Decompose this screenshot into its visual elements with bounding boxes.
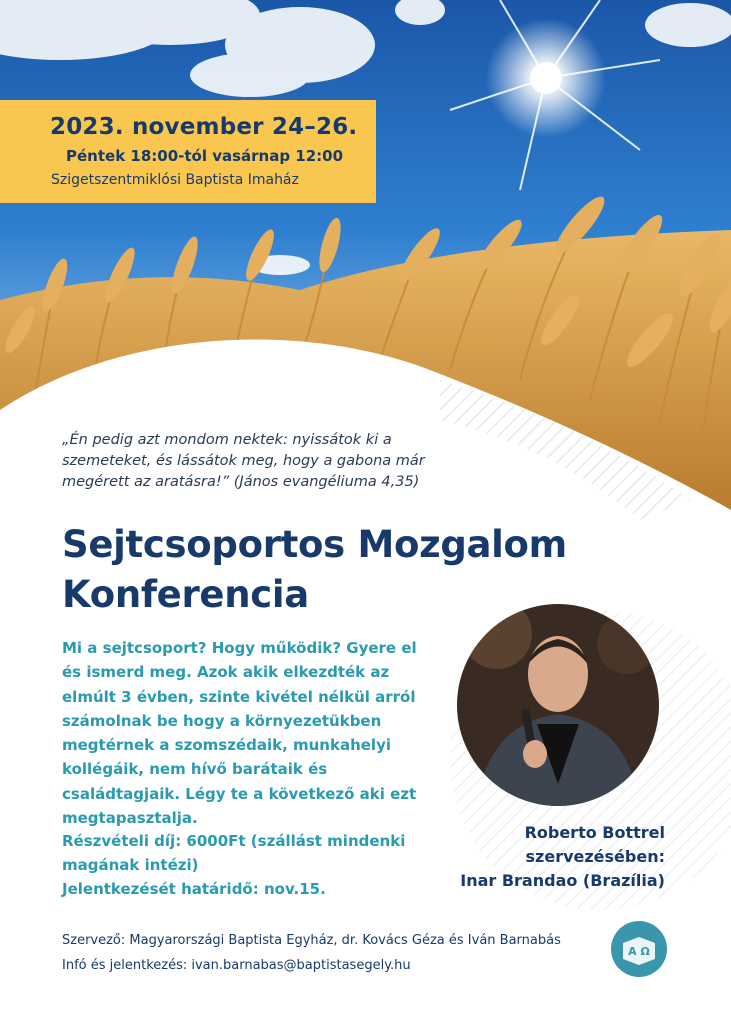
speaker-line-3: Inar Brandao (Brazília) [460,871,665,890]
title-line-2: Konferencia [62,573,309,616]
deadline-line: Jelentkezését határidő: nov.15. [62,880,326,898]
fee-line-2: magának intézi) [62,856,199,874]
event-time: Péntek 18:00-tól vasárnap 12:00 [66,147,344,165]
event-description: Mi a sejtcsoport? Hogy működik? Gyere el és ismerd meg. Azok akik elkezdték az elmúlt 3 évben, szinte kivétel nélkül arról számolnak be hogy a környezetükben megtérnek a szomszédaik, munkahelyi kollégáik, nem hívő barátaik és családtagjaik. Légy te a következő aki ezt megtapasztalja. [62,639,417,828]
organizer-text: Szervező: Magyarországi Baptista Egyház, dr. Kovács Géza és Iván Barnabás [62,933,561,948]
event-info-box [0,100,376,203]
bible-quote: „Én pedig azt mondom nektek: nyissátok ki a szemeteket, és lássátok meg, hogy a gabona már megérett az aratásra!” (János evangéliuma 4,35) [62,432,425,490]
logo-text: A Ω [628,945,650,958]
speaker-info [440,821,665,893]
footer [62,928,561,978]
speaker-line-1: Roberto Bottrel [524,823,665,842]
title-line-1: Sejtcsoportos Mozgalom [62,523,567,566]
fee-info [62,829,432,901]
event-date: 2023. november 24–26. [50,114,358,140]
baptist-logo-icon [611,921,667,977]
speaker-line-2: szervezésében: [525,847,665,866]
speaker-photo [457,604,659,806]
event-venue: Szigetszentmiklósi Baptista Imaház [51,172,299,188]
page-title [62,520,567,620]
fee-line-1: Részvételi díj: 6000Ft (szállást mindenki [62,832,406,850]
contact-text: Infó és jelentkezés: ivan.barnabas@baptistasegely.hu [62,958,411,973]
